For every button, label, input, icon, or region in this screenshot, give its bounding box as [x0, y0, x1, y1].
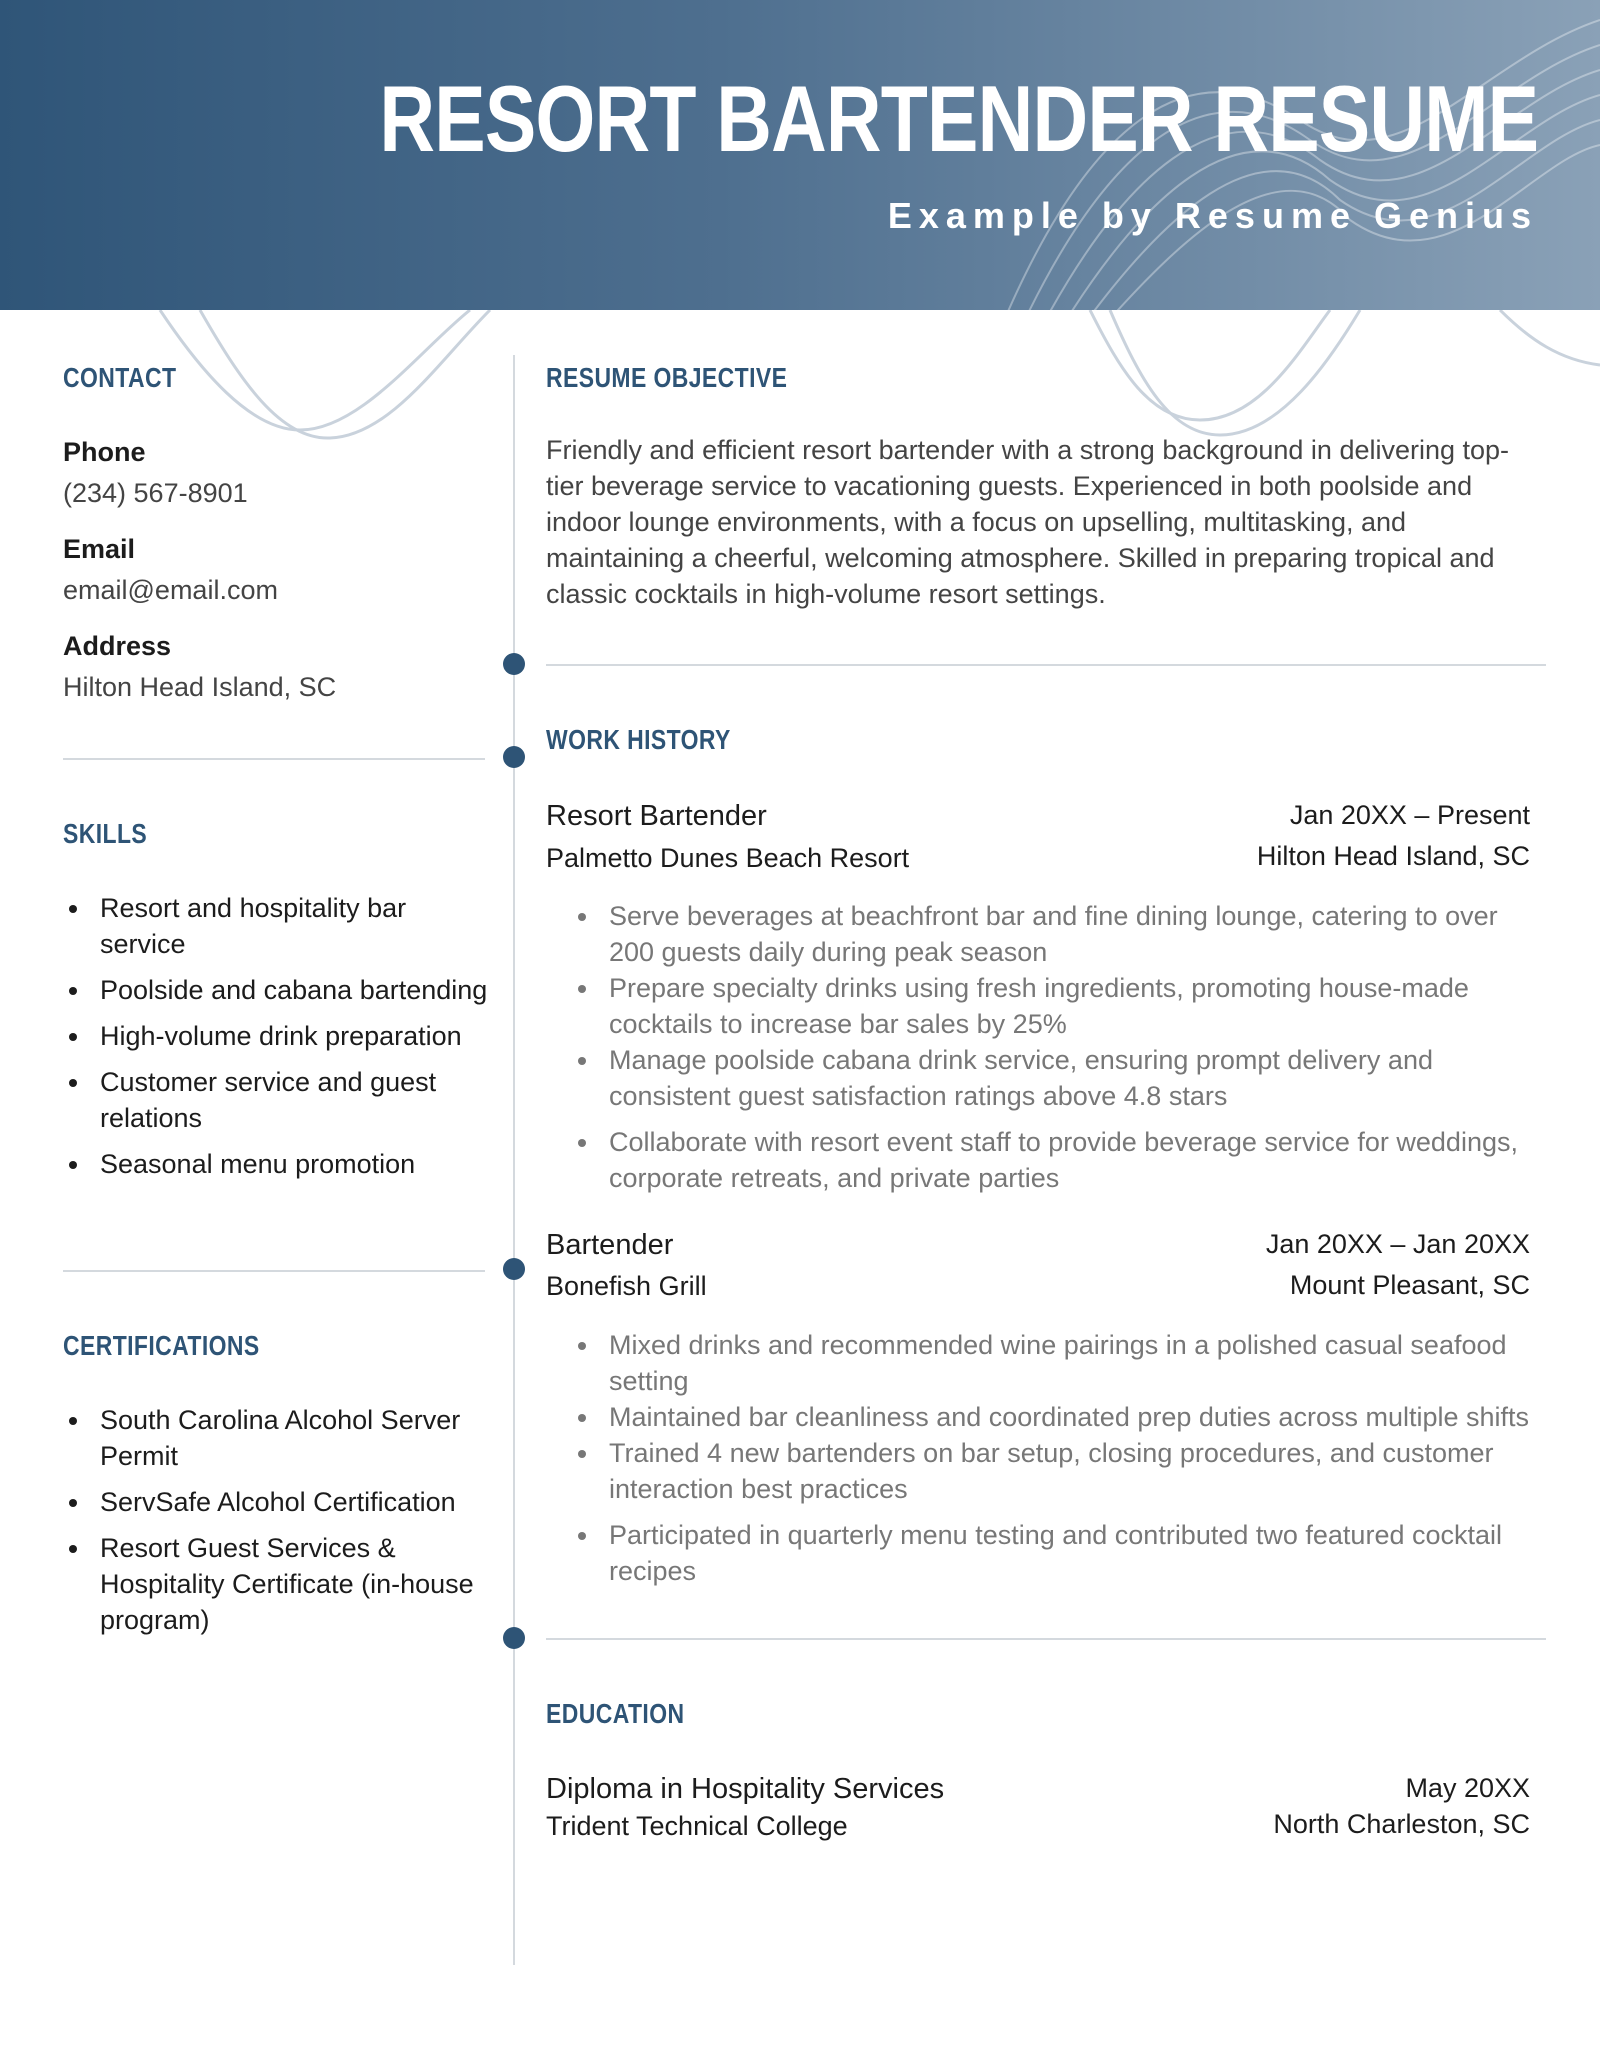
contact-heading: CONTACT — [63, 362, 177, 393]
job-location: Hilton Head Island, SC — [1256, 841, 1530, 871]
phone-value: (234) 567-8901 — [63, 478, 248, 508]
certifications-heading: CERTIFICATIONS — [63, 1330, 260, 1361]
skills-list — [63, 890, 493, 1192]
job-bullets — [572, 1327, 1542, 1589]
skill-item: Seasonal menu promotion — [63, 1146, 493, 1182]
address-value: Hilton Head Island, SC — [63, 672, 337, 702]
divider — [546, 664, 1546, 666]
skills-heading: SKILLS — [63, 818, 148, 849]
job-dates: Jan 20XX – Jan 20XX — [1265, 1229, 1530, 1259]
objective-text: Friendly and efficient resort bartender with a strong background in delivering top-tier beverage service to vacationing guests. Experienced in both poolside and indoor lounge environments, with a focus on upselling, multitasking, and maintaining a cheerful, welcoming atmosphere. Skilled in preparing tropical and classic cocktails in high-volume resort settings. — [546, 435, 1510, 609]
certifications-list — [63, 1402, 493, 1648]
timeline-dot — [503, 1627, 525, 1649]
education-date: May 20XX — [1405, 1773, 1530, 1803]
certification-item: South Carolina Alcohol Server Permit — [63, 1402, 493, 1474]
certification-item: ServSafe Alcohol Certification — [63, 1484, 493, 1520]
education-degree: Diploma in Hospitality Services — [546, 1773, 945, 1805]
header-banner — [0, 0, 1600, 310]
address-label: Address — [63, 631, 172, 661]
wave-decoration-lower — [0, 310, 1600, 450]
objective-heading: RESUME OBJECTIVE — [546, 362, 788, 393]
skill-item: Customer service and guest relations — [63, 1064, 493, 1136]
timeline-line — [513, 355, 515, 1965]
job-dates: Jan 20XX – Present — [1289, 800, 1530, 830]
list-item: Manage poolside cabana drink service, ensuring prompt delivery and consistent guest satisfaction ratings above 4.8 stars — [572, 1042, 1542, 1114]
skill-item: High-volume drink preparation — [63, 1018, 493, 1054]
list-item: Trained 4 new bartenders on bar setup, closing procedures, and customer interaction best practices — [572, 1435, 1542, 1507]
list-item: Serve beverages at beachfront bar and fine dining lounge, catering to over 200 guests daily during peak season — [572, 898, 1542, 970]
divider — [63, 1270, 485, 1272]
list-item: Collaborate with resort event staff to provide beverage service for weddings, corporate retreats, and private parties — [572, 1124, 1542, 1196]
job-location: Mount Pleasant, SC — [1289, 1270, 1530, 1300]
email-label: Email — [63, 534, 136, 564]
job-company: Bonefish Grill — [546, 1271, 707, 1301]
education-school: Trident Technical College — [546, 1811, 848, 1841]
skill-item: Poolside and cabana bartending — [63, 972, 493, 1008]
divider — [63, 758, 485, 760]
timeline-dot — [503, 746, 525, 768]
job-bullets — [572, 898, 1542, 1196]
timeline-dot — [503, 1258, 525, 1280]
job-title: Bartender — [546, 1229, 674, 1261]
list-item: Maintained bar cleanliness and coordinated prep duties across multiple shifts — [572, 1399, 1542, 1435]
education-heading: EDUCATION — [546, 1698, 685, 1729]
email-value: email@email.com — [63, 575, 278, 605]
page-subtitle: Example by Resume Genius — [887, 195, 1538, 236]
phone-label: Phone — [63, 437, 146, 467]
job-company: Palmetto Dunes Beach Resort — [546, 843, 910, 873]
education-location: North Charleston, SC — [1273, 1809, 1530, 1839]
page-title: RESORT BARTENDER RESUME — [379, 66, 1538, 171]
list-item: Participated in quarterly menu testing and contributed two featured cocktail recipes — [572, 1517, 1542, 1589]
work-history-heading: WORK HISTORY — [546, 724, 731, 755]
certification-item: Resort Guest Services & Hospitality Certificate (in-house program) — [63, 1530, 493, 1638]
skill-item: Resort and hospitality bar service — [63, 890, 493, 962]
list-item: Mixed drinks and recommended wine pairings in a polished casual seafood setting — [572, 1327, 1542, 1399]
job-title: Resort Bartender — [546, 800, 767, 832]
divider — [546, 1638, 1546, 1640]
list-item: Prepare specialty drinks using fresh ingredients, promoting house-made cocktails to increase bar sales by 25% — [572, 970, 1542, 1042]
timeline-dot — [503, 653, 525, 675]
